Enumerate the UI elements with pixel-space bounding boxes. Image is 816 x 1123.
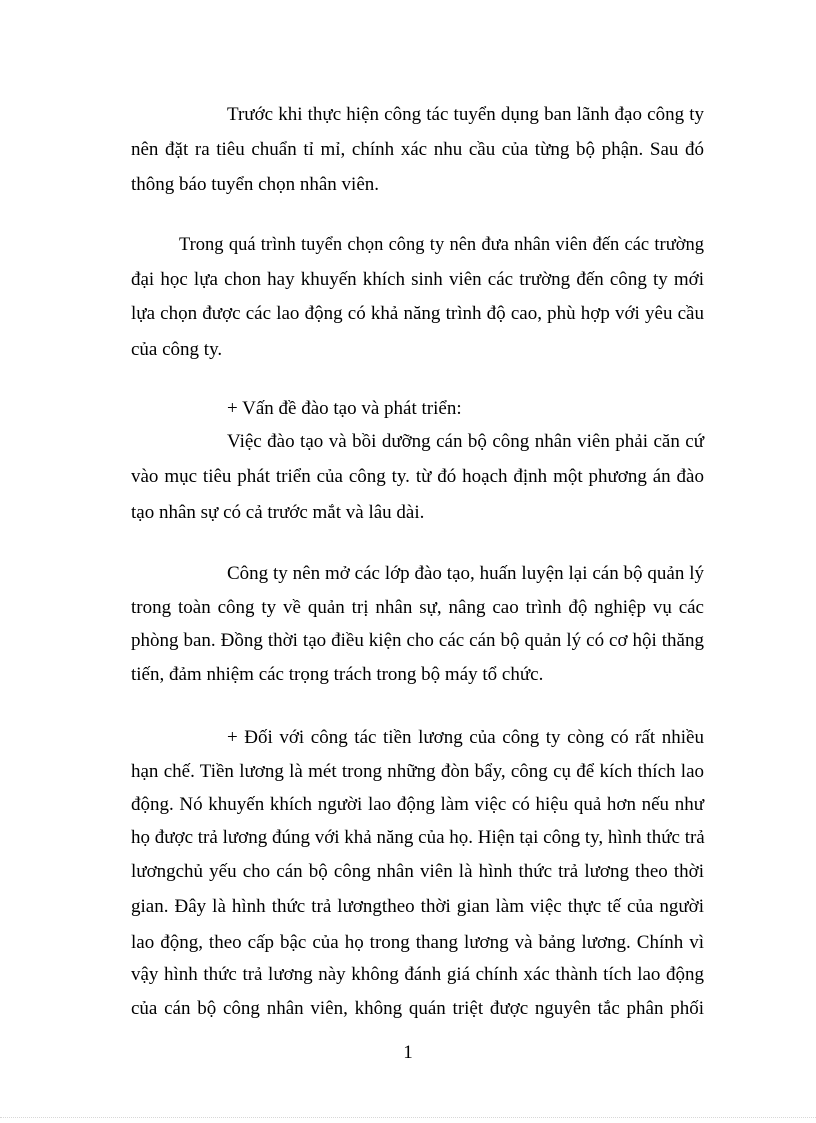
text-line: + Đối với công tác tiền lương của công ty còng có rất nhiều <box>227 727 704 748</box>
text-line: vào mục tiêu phát triển của công ty. từ đó hoạch định một phương án đào <box>131 466 704 487</box>
section-heading: + Vấn đề đào tạo và phát triển: <box>227 398 462 419</box>
text-line: gian. Đây là hình thức trả lươngtheo thời gian làm việc thực tế của người <box>131 896 704 917</box>
text-line: lươngchủ yếu cho cán bộ công nhân viên là hình thức trả lương theo thời <box>131 861 704 882</box>
text-line: đại học lựa chon hay khuyến khích sinh viên các trường đến công ty mới <box>131 269 704 290</box>
page-bottom-border <box>0 1117 816 1118</box>
text-line: Việc đào tạo và bồi dưỡng cán bộ công nhân viên phải căn cứ <box>227 431 704 452</box>
text-line: của cán bộ công nhân viên, không quán triệt được nguyên tắc phân phối <box>131 998 704 1019</box>
text-line: Công ty nên mở các lớp đào tạo, huấn luyện lại cán bộ quản lý <box>227 563 704 584</box>
text-line: phòng ban. Đồng thời tạo điều kiện cho các cán bộ quản lý có cơ hội thăng <box>131 630 704 651</box>
text-line: động. Nó khuyến khích người lao động làm việc có hiệu quả hơn nếu như <box>131 794 704 815</box>
text-line: vậy hình thức trả lương này không đánh giá chính xác thành tích lao động <box>131 964 704 985</box>
page-number: 1 <box>403 1042 413 1063</box>
text-line: thông báo tuyển chọn nhân viên. <box>131 174 380 195</box>
text-line: hạn chế. Tiền lương là mét trong những đòn bẩy, công cụ để kích thích lao <box>131 761 704 782</box>
text-line: họ được trả lương đúng với khả năng của họ. Hiện tại công ty, hình thức trả <box>131 827 705 848</box>
text-line: Trong quá trình tuyển chọn công ty nên đưa nhân viên đến các trường <box>179 235 704 255</box>
text-line: lựa chọn được các lao động có khả năng trình độ cao, phù hợp với yêu cầu <box>131 303 704 324</box>
text-line: trong toàn công ty về quản trị nhân sự, nâng cao trình độ nghiệp vụ các <box>131 597 704 618</box>
text-line: tạo nhân sự có cả trước mắt và lâu dài. <box>131 502 425 523</box>
text-line: lao động, theo cấp bậc của họ trong thang lương và bảng lương. Chính vì <box>131 932 704 953</box>
text-line: tiến, đảm nhiệm các trọng trách trong bộ máy tổ chức. <box>131 664 544 685</box>
text-line: của công ty. <box>131 339 223 360</box>
text-line: nên đặt ra tiêu chuẩn tỉ mỉ, chính xác nhu cầu của từng bộ phận. Sau đó <box>131 139 704 160</box>
text-line: Trước khi thực hiện công tác tuyển dụng ban lãnh đạo công ty <box>227 104 704 125</box>
